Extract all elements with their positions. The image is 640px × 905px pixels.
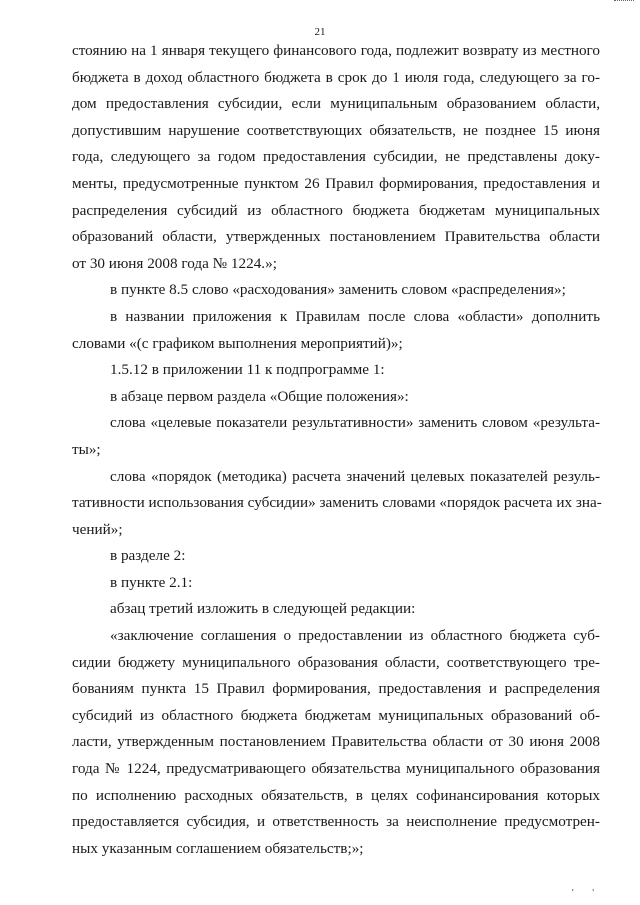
text-line: ласти, утвержденным постановлением Правительства области от 30 июня 2008 bbox=[72, 733, 600, 751]
text-line: менты, предусмотренные пунктом 26 Правил формирования, предоставления и bbox=[72, 174, 600, 192]
text-line: ных указанным соглашением обязательств;»; bbox=[72, 839, 364, 857]
scan-corner-mark: ' ' bbox=[571, 888, 602, 899]
text-line: года, следующего за годом предоставления субсидии, не представлены доку- bbox=[72, 148, 600, 166]
text-line: в пункте 2.1: bbox=[110, 573, 193, 591]
page-number: 21 bbox=[314, 26, 326, 38]
text-line: стоянию на 1 января текущего финансового года, подлежит возврату из местного bbox=[72, 42, 600, 59]
text-line: «заключение соглашения о предоставлении из областного бюджета суб- bbox=[110, 627, 600, 645]
text-line: тативности использования субсидии» заменить словами «порядок расчета их зна- bbox=[72, 494, 602, 512]
text-line: распределения субсидий из областного бюджета бюджетам муниципальных bbox=[72, 201, 600, 219]
text-line: чений»; bbox=[72, 520, 123, 538]
text-line: бованиям пункта 15 Правил формирования, предоставления и распределения bbox=[72, 680, 600, 698]
text-line: абзац третий изложить в следующей редакции: bbox=[110, 600, 416, 618]
scan-edge-mark bbox=[614, 0, 634, 3]
text-line: образований области, утвержденных постановлением Правительства области bbox=[72, 228, 600, 246]
text-line: предоставляется субсидия, и ответственность за неисполнение предусмотрен- bbox=[72, 813, 600, 831]
text-line: 1.5.12 в приложении 11 к подпрограмме 1: bbox=[110, 361, 385, 379]
text-line: в абзаце первом раздела «Общие положения»: bbox=[110, 387, 409, 405]
document-body bbox=[72, 38, 600, 862]
text-line: слова «целевые показатели результативности» заменить словом «результа- bbox=[110, 414, 600, 432]
text-line: года № 1224, предусматривающего обязательства муниципального образования bbox=[72, 760, 600, 778]
text-line: допустившим нарушение соответствующих обязательств, не позднее 15 июня bbox=[72, 121, 600, 139]
text-line: словами «(с графиком выполнения мероприятий)»; bbox=[72, 334, 403, 352]
text-line: в разделе 2: bbox=[110, 547, 186, 565]
text-line: ты»; bbox=[72, 440, 101, 458]
text-line: слова «порядок (методика) расчета значений целевых показателей резуль- bbox=[110, 467, 600, 485]
text-line: субсидий из областного бюджета бюджетам муниципальных образований об- bbox=[72, 706, 600, 724]
text-line: дом предоставления субсидии, если муниципальным образованием области, bbox=[72, 95, 600, 113]
text-line: от 30 июня 2008 года № 1224.»; bbox=[72, 254, 277, 272]
text-line: по исполнению расходных обязательств, в целях софинансирования которых bbox=[72, 786, 600, 804]
text-line: в названии приложения к Правилам после слова «области» дополнить bbox=[110, 307, 600, 325]
text-line: в пункте 8.5 слово «расходования» заменить словом «распределения»; bbox=[110, 281, 566, 299]
text-line: сидии бюджету муниципального образования области, соответствующего тре- bbox=[72, 653, 600, 671]
text-line: бюджета в доход областного бюджета в срок до 1 июля года, следующего за го- bbox=[72, 68, 600, 86]
